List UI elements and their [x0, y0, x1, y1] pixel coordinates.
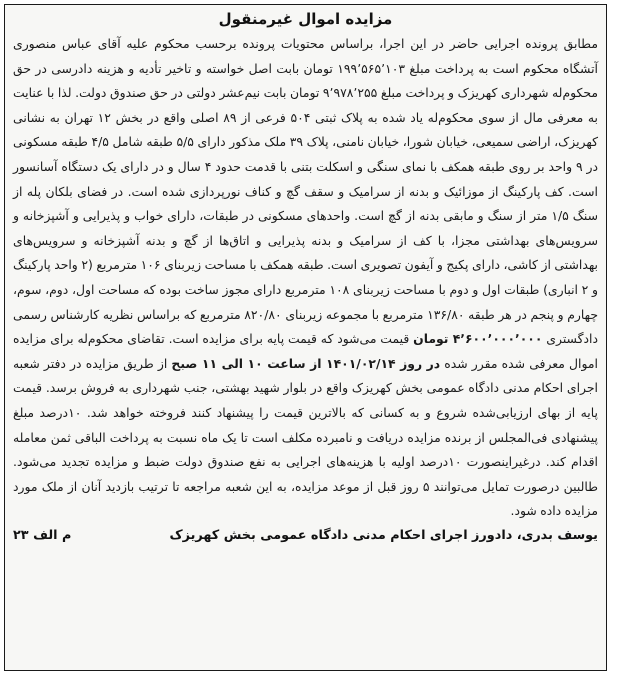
notice-title: مزایده اموال غیرمنقول: [218, 10, 393, 28]
notice-body-part1: مطابق پرونده اجرایی حاضر در این اجرا، براساس محتویات پرونده برحسب محکوم علیه آقای عباس منصوری آتشگاه محکوم است به پرداخت مبلغ ۱۹۹٬۵۶۵٬۱۰۳ تومان بابت اصل خواسته و تاخیر تأدیه و هزینه دادرسی در حق محکوم‌له شهرداری کهریزک و پرداخت مبلغ ۹٬۹۷۸٬۲۵۵ تومان بابت نیم‌عشر دولتی در حق صندوق دولت. لذا با عنایت به معرفی مال از سوی محکوم‌له یاد شده به پلاک ثبتی ۵۰۴ فرعی از ۸۹ اصلی واقع در بخش ۱۲ تهران به نشانی کهریزک، اراضی سمیعی، خیابان شورا، خیابان نامنی، پلاک ۳۹ ملک مذکور دارای ۵/۵ طبقه شامل ۴/۵ طبقه مسکونی در ۹ واحد بر روی طبقه همکف با نمای سنگی و اسکلت بتنی با قدمت حدود ۴ سال و در دارای یک دستگاه آسانسور است. کف پارکینگ از موزائیک و بدنه از سرامیک و سقف گچ و کناف نورپردازی شده است. در فضای بلکان پله از سنگ ۱/۵ متر از سنگ و مابقی بدنه از گچ است. واحدهای مسکونی در طبقات، دارای خواب و پذیرایی و آشپزخانه و سرویس‌های بهداشتی مجزا، با کف از سرامیک و بدنه پذیرایی و اتاق‌ها از گچ و بدنه آشپزخانه و سرویس‌های بهداشتی از کاشی، دارای پکیج و آیفون تصویری است. طبقه همکف با مساحت زیربنای ۱۰۶ مترمربع (۲ واحد پارکینگ و ۲ انباری) طبقات اول و دوم با مساحت زیربنای ۱۰۸ مترمربع دارای مجوز ساخت بوده که مساحت اول، دوم، سوم، چهارم و پنجم در هر طبقه ۱۳۶/۸۰ مترمربع با مجموعه زیربنای ۸۲۰/۸۰ مترمربع که براساس نظریه کارشناس رسمی دادگستری: [13, 36, 599, 347]
notice-footer: [13, 526, 598, 546]
notice-body: [13, 32, 598, 524]
base-price: ۴٬۶۰۰٬۰۰۰٬۰۰۰ تومان: [413, 331, 543, 347]
signature-line: یوسف بدری، دادورز اجرای احکام مدنی دادگاه عمومی بخش کهریزک: [169, 527, 598, 543]
notice-frame: [4, 4, 607, 671]
notice-code: م الف ۲۳: [13, 527, 72, 543]
notice-body-part2: قیمت می‌شود که قیمت پایه برای مزایده است. تقاضای محکوم‌له برای مزایده اموال معرفی شده مقرر شده: [13, 331, 598, 371]
auction-date-time: در روز ۱۴۰۱/۰۲/۱۴ از ساعت ۱۰ الی ۱۱ صبح: [171, 355, 441, 371]
notice-body-part3: از طریق مزایده در دفتر شعبه اجرای احکام مدنی دادگاه عمومی بخش کهریزک واقع در بلوار شهید بهشتی، جنب شهرداری به فروش برسد. قیمت پایه از بهای ارزیابی‌شده شروع و به کسانی که بالاترین قیمت را پیشنهاد کنند فروخته خواهد شد. ۱۰درصد مبلغ پیشنهادی فی‌المجلس از برنده مزایده دریافت و نامبرده مکلف است تا یک ماه نسبت به پرداخت الباقی ثمن معامله اقدام کند. درغیراینصورت ۱۰درصد اولیه با هزینه‌های اجرایی به نفع صندوق دولت ضبط و مزایده تجدید می‌شود. طالبین درصورت تمایل می‌توانند ۵ روز قبل از موعد مزایده، به این شعبه مراجعه تا ترتیب بازدید آنان از ملک مورد مزایده داده شود.: [13, 355, 598, 519]
